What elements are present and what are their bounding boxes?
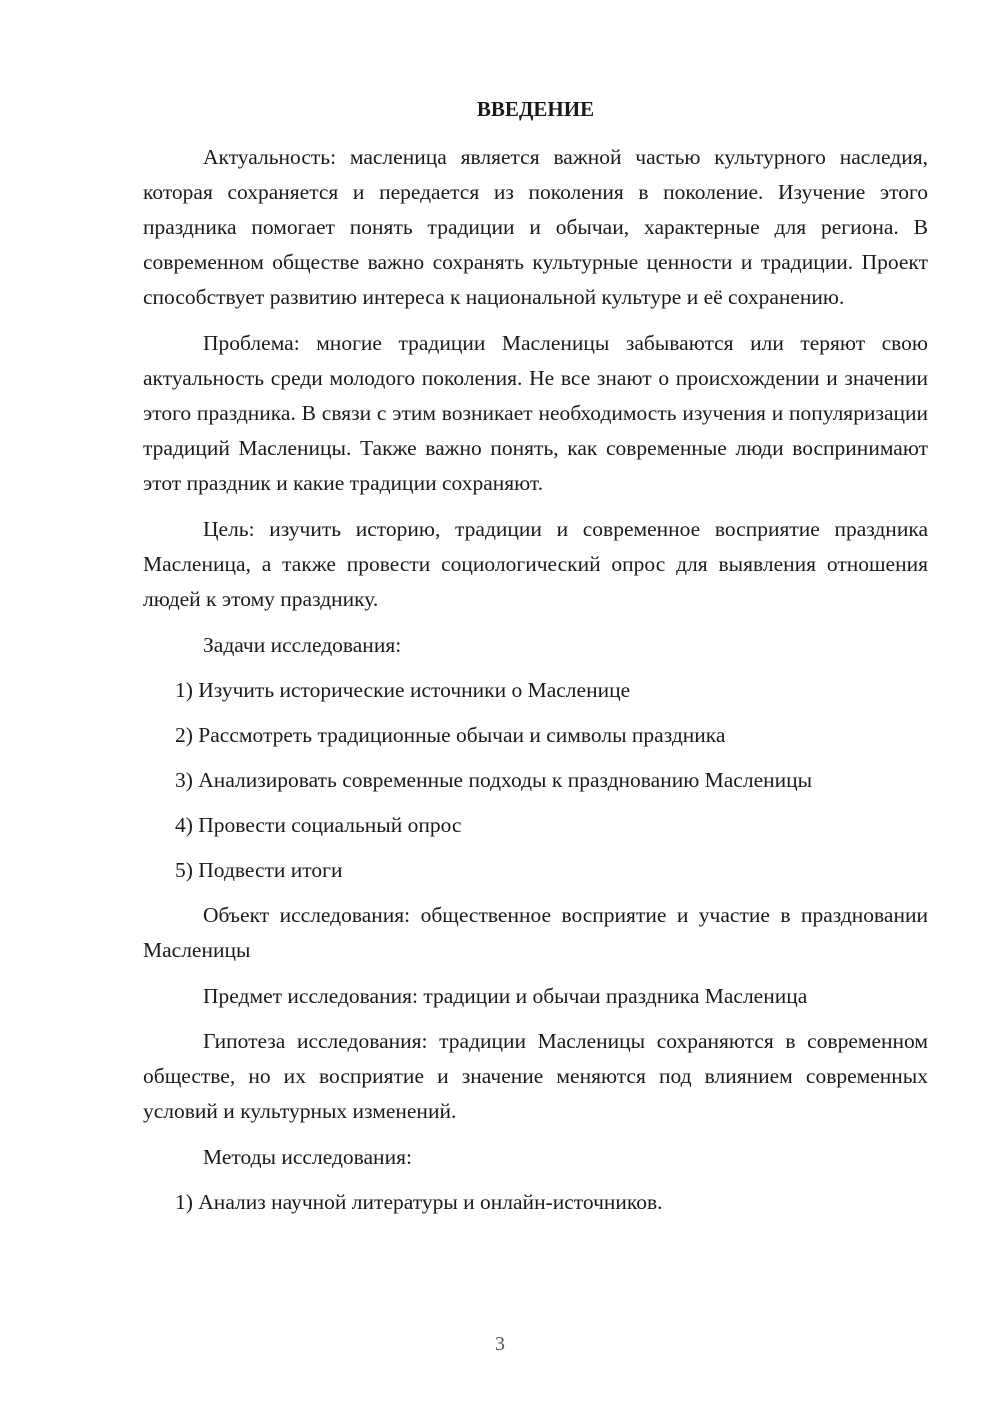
relevance-paragraph: Актуальность: масленица является важной частью культурного наследия, которая сохраняется и передается из поколения в поколение. Изучение этого праздника помогает понять традиции и обычаи, характерные для региона. В современном обществе важно сохранять культурные ценности и традиции. Проект способствует развитию интереса к национальной культуре и её сохранению. [143, 145, 928, 309]
section-title: ВВЕДЕНИЕ [476, 97, 595, 121]
list-item: 1) Анализ научной литературы и онлайн-источников. [175, 1190, 663, 1214]
hypothesis-paragraph: Гипотеза исследования: традиции Масленицы сохраняются в современном обществе, но их восприятие и значение меняются под влиянием современных условий и культурных изменений. [143, 1029, 928, 1123]
list-item: 1) Изучить исторические источники о Масленице [175, 678, 631, 702]
page-number: 3 [495, 1333, 505, 1355]
tasks-heading: Задачи исследования: [203, 633, 402, 657]
methods-heading: Методы исследования: [203, 1145, 412, 1169]
problem-paragraph: Проблема: многие традиции Масленицы забываются или теряют свою актуальность среди молодого поколения. Не все знают о происхождении и значении этого праздника. В связи с этим возникает необходимость изучения и популяризации традиций Масленицы. Также важно понять, как современные люди воспринимают этот праздник и какие традиции сохраняют. [143, 331, 928, 495]
subject-paragraph: Предмет исследования: традиции и обычаи праздника Масленица [203, 984, 808, 1008]
list-item: 3) Анализировать современные подходы к празднованию Масленицы [175, 768, 813, 792]
list-item: 4) Провести социальный опрос [175, 813, 462, 837]
goal-paragraph: Цель: изучить историю, традиции и современное восприятие праздника Масленица, а также провести социологический опрос для выявления отношения людей к этому празднику. [143, 517, 928, 611]
tasks-list [143, 673, 928, 888]
document-page [143, 92, 928, 1230]
list-item: 2) Рассмотреть традиционные обычаи и символы праздника [175, 723, 726, 747]
list-item: 5) Подвести итоги [175, 858, 343, 882]
methods-list [143, 1185, 928, 1220]
object-paragraph: Объект исследования: общественное восприятие и участие в праздновании Масленицы [143, 903, 928, 962]
